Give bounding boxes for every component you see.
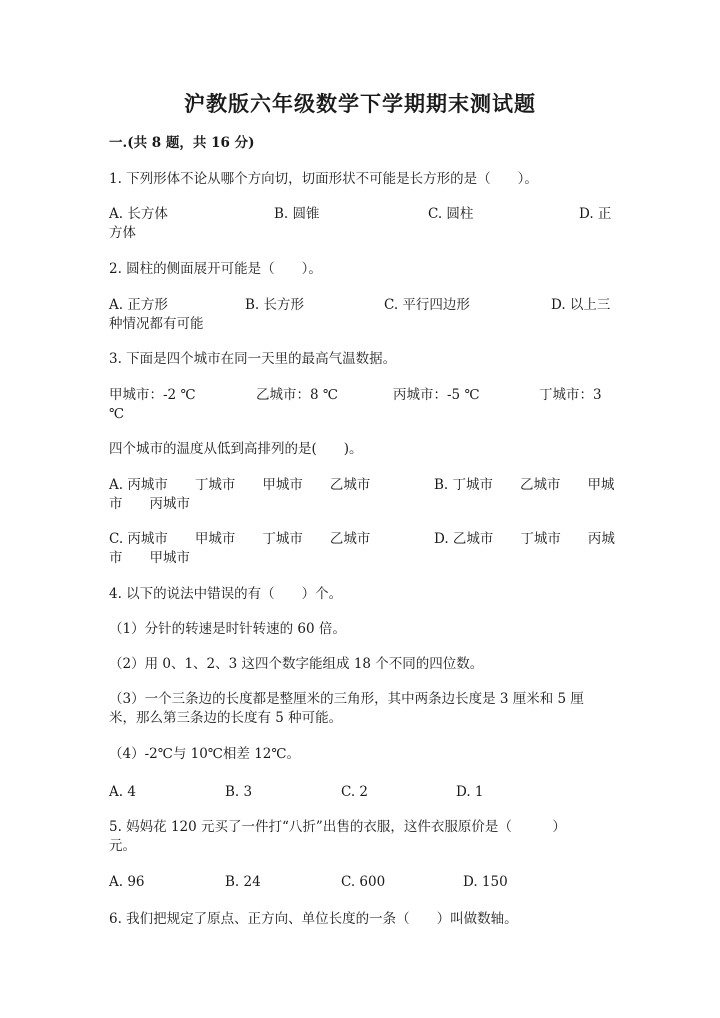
q4-statement-2: （2）用 0、1、2、3 这四个数字能组成 18 个不同的四位数。: [109, 656, 484, 672]
q2-option-d: D. 以上三: [551, 297, 611, 313]
q2-option-a: A. 正方形: [109, 297, 168, 313]
q3-option-d: D. 乙城市 丁城市 丙城: [434, 531, 615, 547]
question-5-stem: 5. 妈妈花 120 元买了一件打“八折”出售的衣服，这件衣服原价是（ ）: [109, 819, 566, 835]
q3-temp-ding: 丁城市：3: [539, 387, 602, 403]
q4-option-b: B. 3: [225, 784, 253, 800]
page-title: 沪教版六年级数学下学期期末测试题: [184, 91, 536, 116]
q5-option-a: A. 96: [109, 874, 145, 890]
q3-temp-yi: 乙城市：8 ℃: [256, 387, 338, 403]
question-4-stem: 4. 以下的说法中错误的有（ ）个。: [109, 586, 343, 602]
question-6-stem: 6. 我们把规定了原点、正方向、单位长度的一条（ ）叫做数轴。: [109, 911, 518, 927]
q1-option-c: C. 圆柱: [428, 206, 474, 222]
question-1-stem: 1. 下列形体不论从哪个方向切，切面形状不可能是长方形的是（ ）。: [109, 171, 538, 187]
q4-option-c: C. 2: [341, 784, 369, 800]
q1-option-d: D. 正: [579, 206, 612, 222]
q5-option-b: B. 24: [225, 874, 261, 890]
question-3-stem: 3. 下面是四个城市在同一天里的最高气温数据。: [109, 351, 397, 367]
q1-option-d-continued: 方体: [109, 225, 136, 241]
q1-option-a: A. 长方体: [109, 206, 168, 222]
q2-option-d-continued: 种情况都有可能: [109, 316, 204, 332]
q4-statement-4: （4）-2℃与 10℃相差 12℃。: [109, 746, 300, 762]
q3-option-continued-2: 市 甲城市: [109, 550, 190, 566]
question-2-stem: 2. 圆柱的侧面展开可能是（ ）。: [109, 261, 322, 277]
question-3-ask: 四个城市的温度从低到高排列的是( )。: [109, 441, 363, 457]
q4-statement-3: （3）一个三条边的长度都是整厘米的三角形，其中两条边长度是 3 厘米和 5 厘: [109, 691, 584, 707]
q4-statement-3-continued: 米，那么第三条边的长度有 5 种可能。: [109, 710, 343, 726]
q3-option-a: A. 丙城市 丁城市 甲城市 乙城市: [109, 477, 371, 493]
q4-option-a: A. 4: [109, 784, 136, 800]
q4-option-d: D. 1: [456, 784, 484, 800]
q3-option-c: C. 丙城市 甲城市 丁城市 乙城市: [109, 531, 371, 547]
section-heading: 一.(共 8 题，共 16 分): [109, 135, 255, 151]
q5-option-c: C. 600: [341, 874, 386, 890]
q2-option-c: C. 平行四边形: [384, 297, 470, 313]
q2-option-b: B. 长方形: [245, 297, 305, 313]
q3-temp-bing: 丙城市：-5 ℃: [393, 387, 480, 403]
q4-statement-1: （1）分针的转速是时针转速的 60 倍。: [109, 621, 346, 637]
question-5-stem-continued: 元。: [109, 838, 136, 854]
q3-temp-ding-unit: ℃: [109, 406, 125, 422]
q1-option-b: B. 圆锥: [274, 206, 320, 222]
q3-option-continued-1: 市 丙城市: [109, 496, 190, 512]
q3-option-b: B. 丁城市 乙城市 甲城: [434, 477, 615, 493]
q3-temp-jia: 甲城市：-2 ℃: [109, 387, 196, 403]
q5-option-d: D. 150: [463, 874, 508, 890]
